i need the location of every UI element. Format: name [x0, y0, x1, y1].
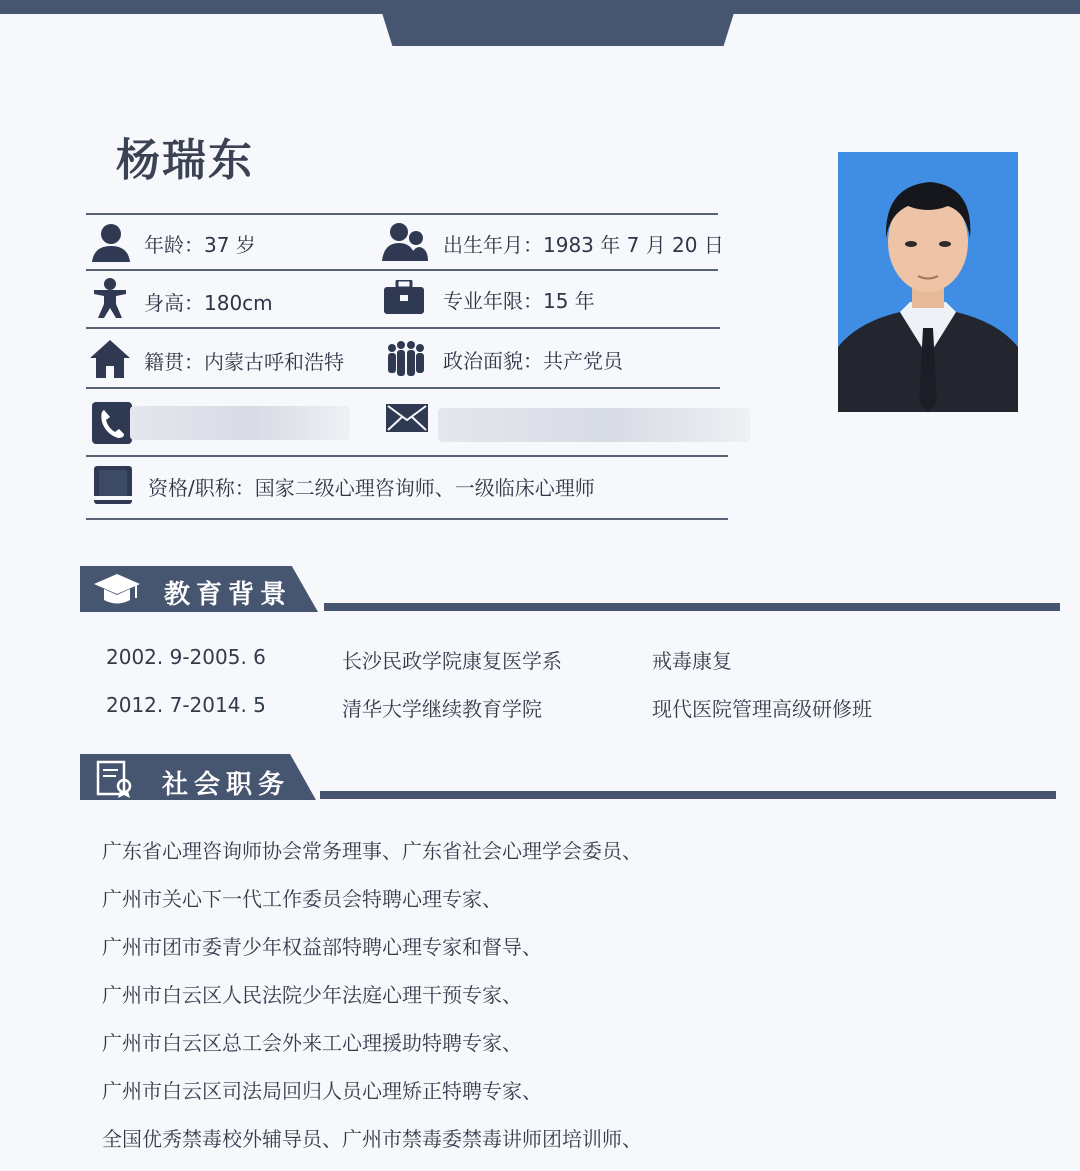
duties-title: 社会职务: [162, 770, 291, 800]
home-icon: [90, 338, 130, 378]
email-value-redacted: [438, 408, 750, 442]
mail-icon: [386, 404, 428, 432]
duties-rule: [320, 791, 1056, 799]
group-icon: [382, 221, 428, 261]
person-name: 杨瑞东: [116, 135, 254, 186]
info-divider: [86, 213, 718, 215]
duty-item: 全国优秀禁毒校外辅导员、广州市禁毒委禁毒讲师团培训师、: [102, 1127, 642, 1151]
crowd-icon: [384, 340, 428, 378]
edu-major: 现代医院管理高级研修班: [652, 697, 872, 721]
phone-icon: [92, 402, 132, 444]
duty-item: 广州市白云区司法局回归人员心理矫正特聘专家、: [102, 1079, 542, 1103]
info-divider: [86, 269, 718, 271]
hometown-text: 籍贯：内蒙古呼和浩特: [144, 350, 344, 374]
duty-item: 广州市关心下一代工作委员会特聘心理专家、: [102, 887, 502, 911]
edu-school: 长沙民政学院康复医学系: [342, 649, 562, 673]
politics-text: 政治面貌：共产党员: [443, 349, 623, 373]
info-divider: [86, 518, 728, 520]
education-rule: [324, 603, 1060, 611]
edu-school: 清华大学继续教育学院: [342, 697, 542, 721]
top-decoration-tab: [378, 0, 738, 46]
certificate-icon: [96, 760, 134, 798]
child-icon: [92, 278, 128, 318]
graduation-cap-icon: [94, 574, 140, 606]
info-divider: [86, 455, 728, 457]
duty-item: 广东省心理咨询师协会常务理事、广东省社会心理学会委员、: [102, 839, 642, 863]
edu-period: 2012. 7-2014. 5: [106, 693, 266, 717]
edu-period: 2002. 9-2005. 6: [106, 645, 266, 669]
info-divider: [86, 387, 720, 389]
person-icon: [90, 222, 132, 262]
age-text: 年龄：37 岁: [144, 233, 256, 257]
info-divider: [86, 327, 720, 329]
education-title: 教育背景: [164, 580, 293, 610]
book-icon: [94, 466, 132, 504]
duty-item: 广州市团市委青少年权益部特聘心理专家和督导、: [102, 935, 542, 959]
edu-major: 戒毒康复: [652, 649, 732, 673]
years-text: 专业年限：15 年: [443, 289, 595, 313]
profile-photo: [838, 152, 1018, 412]
height-text: 身高：180cm: [144, 291, 273, 315]
duty-item: 广州市白云区人民法院少年法庭心理干预专家、: [102, 983, 522, 1007]
phone-value-redacted: [130, 406, 350, 440]
qualification-text: 资格/职称：国家二级心理咨询师、一级临床心理师: [148, 476, 595, 500]
briefcase-icon: [384, 280, 424, 314]
duty-item: 广州市白云区总工会外来工心理援助特聘专家、: [102, 1031, 522, 1055]
birth-text: 出生年月：1983 年 7 月 20 日: [443, 233, 724, 257]
